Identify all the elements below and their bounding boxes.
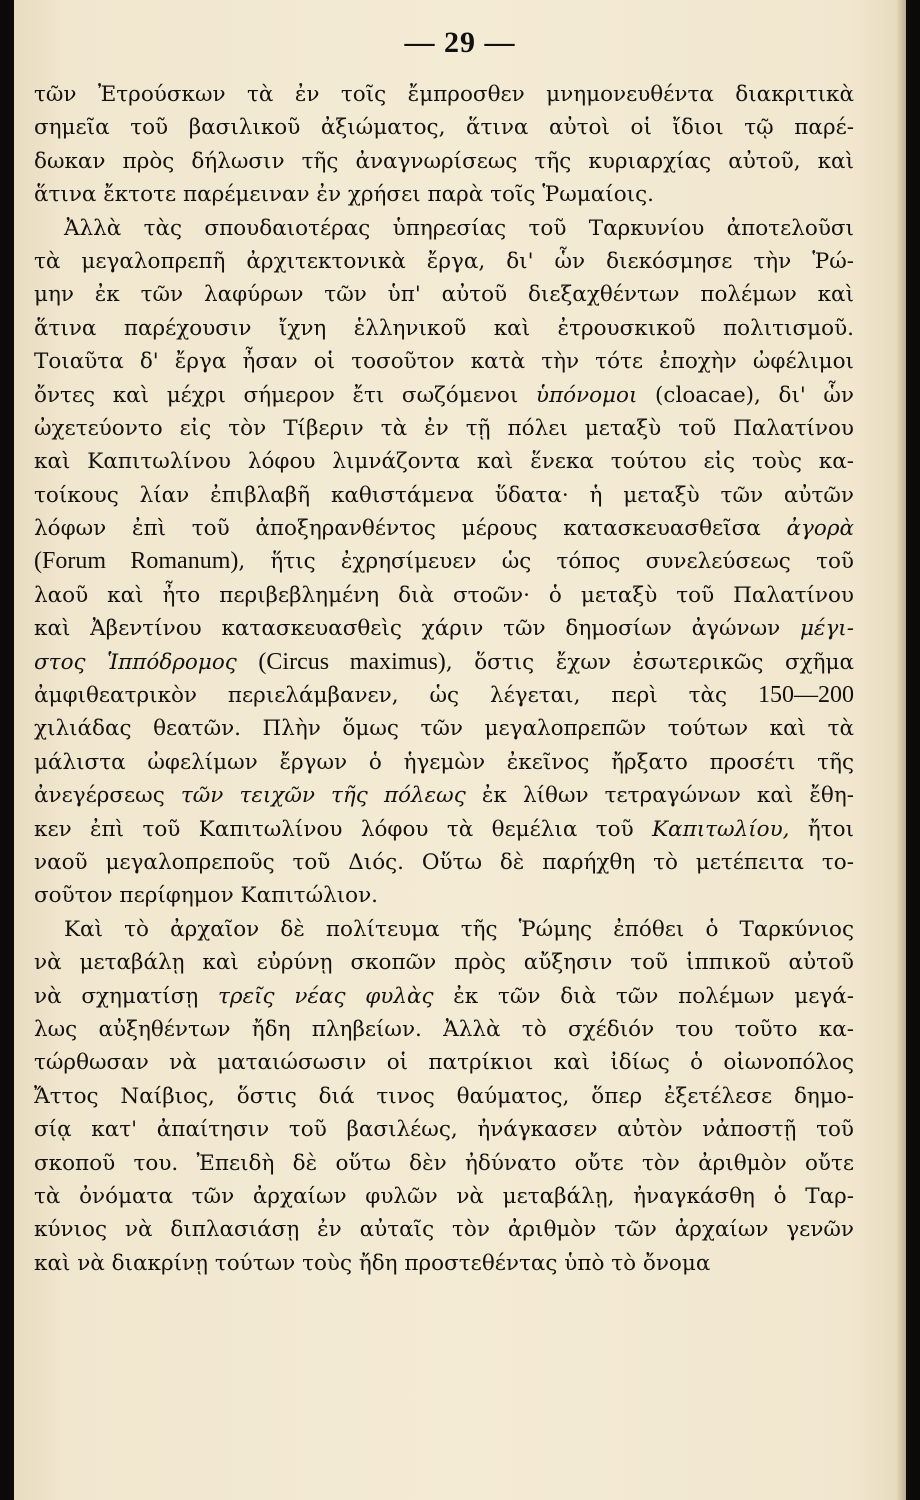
text-line <box>34 779 854 812</box>
text-segment: σκοποῦ του. Ἐπειδὴ δὲ οὕτω δὲν ἠδύνατο οὔτε τὸν ἀριθμὸν οὔτε <box>34 1150 854 1176</box>
text-line <box>34 1013 854 1046</box>
text-segment: (cloacae), δι' ὧν <box>637 382 854 408</box>
latin-term: (Circus maximus) <box>258 648 446 675</box>
text-line <box>34 1247 854 1280</box>
text-line <box>34 579 854 612</box>
text-segment: Τοιαῦτα δ' ἔργα ἦσαν οἱ τοσοῦτον κατὰ τὴν τότε ἐποχὴν ὠφέλιμοι <box>34 349 854 375</box>
text-line <box>34 412 854 445</box>
text-segment: ναοῦ μεγαλοπρεποῦς τοῦ Διός. Οὕτω δὲ παρήχθη τὸ μετέπειτα το- <box>34 849 854 875</box>
text-segment: ὄντες καὶ μέχρι σήμερον ἔτι σωζόμενοι <box>34 382 536 408</box>
text-segment: δωκαν πρὸς δήλωσιν τῆς ἀναγνωρίσεως τῆς κυριαρχίας αὐτοῦ, καὶ <box>34 148 854 174</box>
text-line <box>34 679 854 712</box>
text-segment: σίᾳ κατ' ἀπαίτησιν τοῦ βασιλέως, ἠνάγκασεν αὐτὸν νἀποστῇ τοῦ <box>34 1117 854 1143</box>
text-segment: νὰ μεταβάλῃ καὶ εὐρύνῃ σκοπῶν πρὸς αὔξησιν τοῦ ἱππικοῦ αὐτοῦ <box>34 950 854 976</box>
text-segment: Ἄττος Ναίβιος, ὅστις διά τινος θαύματος, ὅπερ ἐξετέλεσε δημο- <box>34 1083 854 1109</box>
text-segment: , ὅστις ἔχων ἐσωτερικῶς σχῆμα <box>445 649 854 675</box>
text-segment: λαοῦ καὶ ἦτο περιβεβλημένη διὰ στοῶν· ὁ μεταξὺ τοῦ Παλατίνου <box>34 582 854 608</box>
text-line <box>34 145 854 178</box>
text-line <box>34 78 854 111</box>
text-segment: σοῦτον περίφημον Καπιτώλιον. <box>34 883 378 909</box>
text-segment: ἤτοι <box>789 816 854 842</box>
text-segment: τῶν Ἐτρούσκων τὰ ἐν τοῖς ἔμπροσθεν μνημονευθέντα διακριτικὰ <box>34 82 854 107</box>
text-segment: ὠχετεύοντο εἰς τὸν Τίβεριν τὰ ἐν τῇ πόλει μεταξὺ τοῦ Παλατίνου <box>34 415 854 441</box>
text-segment: νὰ σχηματίσῃ <box>34 983 219 1009</box>
text-line <box>34 379 854 412</box>
text-line <box>34 111 854 144</box>
text-line <box>34 1180 854 1213</box>
text-segment: ἀμφιθεατρικὸν περιελάμβανεν, ὡς λέγεται, περὶ τὰς <box>34 683 758 709</box>
text-line <box>34 712 854 745</box>
text-line <box>34 212 854 245</box>
italic-term: ὑπόνομοι <box>535 382 638 408</box>
italic-term: τῶν τειχῶν τῆς πόλεως <box>180 783 466 809</box>
text-segment: Ἀλλὰ τὰς σπουδαιοτέρας ὑπηρεσίας τοῦ Ταρκυνίου ἀποτελοῦσι <box>64 215 854 241</box>
text-segment: τοίκους λίαν ἐπιβλαβῆ καθιστάμενα ὕδατα· ἡ μεταξὺ τῶν αὐτῶν <box>34 482 854 508</box>
text-segment: καὶ Καπιτωλίνου λόφου λιμνάζοντα καὶ ἕνεκα τούτου εἰς τοὺς κα- <box>34 449 854 475</box>
text-line <box>34 946 854 979</box>
italic-term: ἀγορὰ <box>786 516 854 542</box>
text-line <box>34 980 854 1013</box>
text-line <box>34 646 854 679</box>
text-line <box>34 1046 854 1079</box>
text-segment: καὶ Ἀβεντίνου κατασκευασθεὶς χάριν τῶν δημοσίων ἀγώνων <box>34 616 800 642</box>
text-line <box>34 1213 854 1246</box>
text-line <box>34 178 854 211</box>
text-line <box>34 612 854 645</box>
text-line <box>34 345 854 378</box>
text-body <box>34 78 854 1280</box>
book-page <box>14 0 906 1500</box>
text-segment: κύνιος νὰ διπλασιάσῃ ἐν αὐταῖς τὸν ἀριθμὸν τῶν ἀρχαίων γενῶν <box>34 1217 854 1243</box>
text-segment: ἐκ τῶν διὰ τῶν πολέμων μεγά- <box>433 983 854 1009</box>
text-segment: ἅτινα ἔκτοτε παρέμειναν ἐν χρήσει παρὰ τοῖς Ῥωμαίοις. <box>34 182 654 208</box>
text-segment: κεν ἐπὶ τοῦ Καπιτωλίνου λόφου τὰ θεμέλια τοῦ <box>34 816 652 842</box>
text-line <box>34 445 854 478</box>
text-line <box>34 1147 854 1180</box>
text-line <box>34 846 854 879</box>
latin-term: 150—200 <box>758 682 854 709</box>
text-line <box>34 512 854 545</box>
text-line <box>34 278 854 311</box>
text-segment: τὰ ὀνόματα τῶν ἀρχαίων φυλῶν νὰ μεταβάλῃ, ἠναγκάσθη ὁ Ταρ- <box>34 1183 854 1209</box>
text-segment: Καὶ τὸ ἀρχαῖον δὲ πολίτευμα τῆς Ῥώμης ἐπόθει ὁ Ταρκύνιος <box>64 916 854 942</box>
text-segment: μάλιστα ὠφελίμων ἔργων ὁ ἡγεμὼν ἐκεῖνος ἤρξατο προσέτι τῆς <box>34 749 854 775</box>
italic-term: στος Ἱππόδρομος <box>34 649 237 675</box>
italic-term: τρεῖς νέας φυλὰς <box>218 983 434 1009</box>
italic-term: Καπιτωλίου, <box>652 816 790 842</box>
text-line <box>34 245 854 278</box>
text-segment: ἅτινα παρέχουσιν ἴχνη ἑλληνικοῦ καὶ ἐτρουσκικοῦ πολιτισμοῦ. <box>34 315 854 341</box>
text-segment: καὶ νὰ διακρίνῃ τούτων τοὺς ἤδη προστεθέντας ὑπὸ τὸ ὄνομα <box>34 1250 711 1276</box>
page-number: — 29 — <box>404 26 516 59</box>
text-line <box>34 479 854 512</box>
text-line <box>34 1113 854 1146</box>
text-segment: λως αὐξηθέντων ἤδη πληβείων. Ἀλλὰ τὸ σχέδιόν του τοῦτο κα- <box>34 1016 854 1042</box>
text-segment: μην ἐκ τῶν λαφύρων τῶν ὑπ' αὐτοῦ διεξαχθέντων πολέμων καὶ <box>34 282 854 308</box>
text-line <box>34 913 854 946</box>
text-segment: λόφων ἐπὶ τοῦ ἀποξηρανθέντος μέρους κατασκευασθεῖσα <box>34 516 787 542</box>
latin-term: (Forum Romanum) <box>34 548 239 575</box>
text-line <box>34 879 854 912</box>
text-line <box>34 813 854 846</box>
text-segment: τώρθωσαν νὰ ματαιώσωσιν οἱ πατρίκιοι καὶ ἰδίως ὁ οἰωνοπόλος <box>34 1050 854 1076</box>
text-segment: χιλιάδας θεατῶν. Πλὴν ὅμως τῶν μεγαλοπρεπῶν τούτων καὶ τὰ <box>34 716 854 742</box>
text-segment: σημεῖα τοῦ βασιλικοῦ ἀξιώματος, ἅτινα αὐτοὶ οἱ ἴδιοι τῷ παρέ- <box>34 115 854 141</box>
text-line <box>34 746 854 779</box>
text-segment: , ἥτις ἐχρησίμευεν ὡς τόπος συνελεύσεως τοῦ <box>238 549 854 575</box>
text-segment: τὰ μεγαλοπρεπῆ ἀρχιτεκτονικὰ ἔργα, δι' ὧν διεκόσμησε τὴν Ῥώ- <box>34 248 854 274</box>
text-line <box>34 545 854 578</box>
text-line <box>34 1080 854 1113</box>
text-segment: ἐκ λίθων τετραγώνων καὶ ἔθη- <box>465 783 854 809</box>
text-segment: ἀνεγέρσεως <box>34 783 181 809</box>
text-line <box>34 312 854 345</box>
italic-term: μέγι- <box>799 616 854 642</box>
text-segment <box>237 650 259 675</box>
